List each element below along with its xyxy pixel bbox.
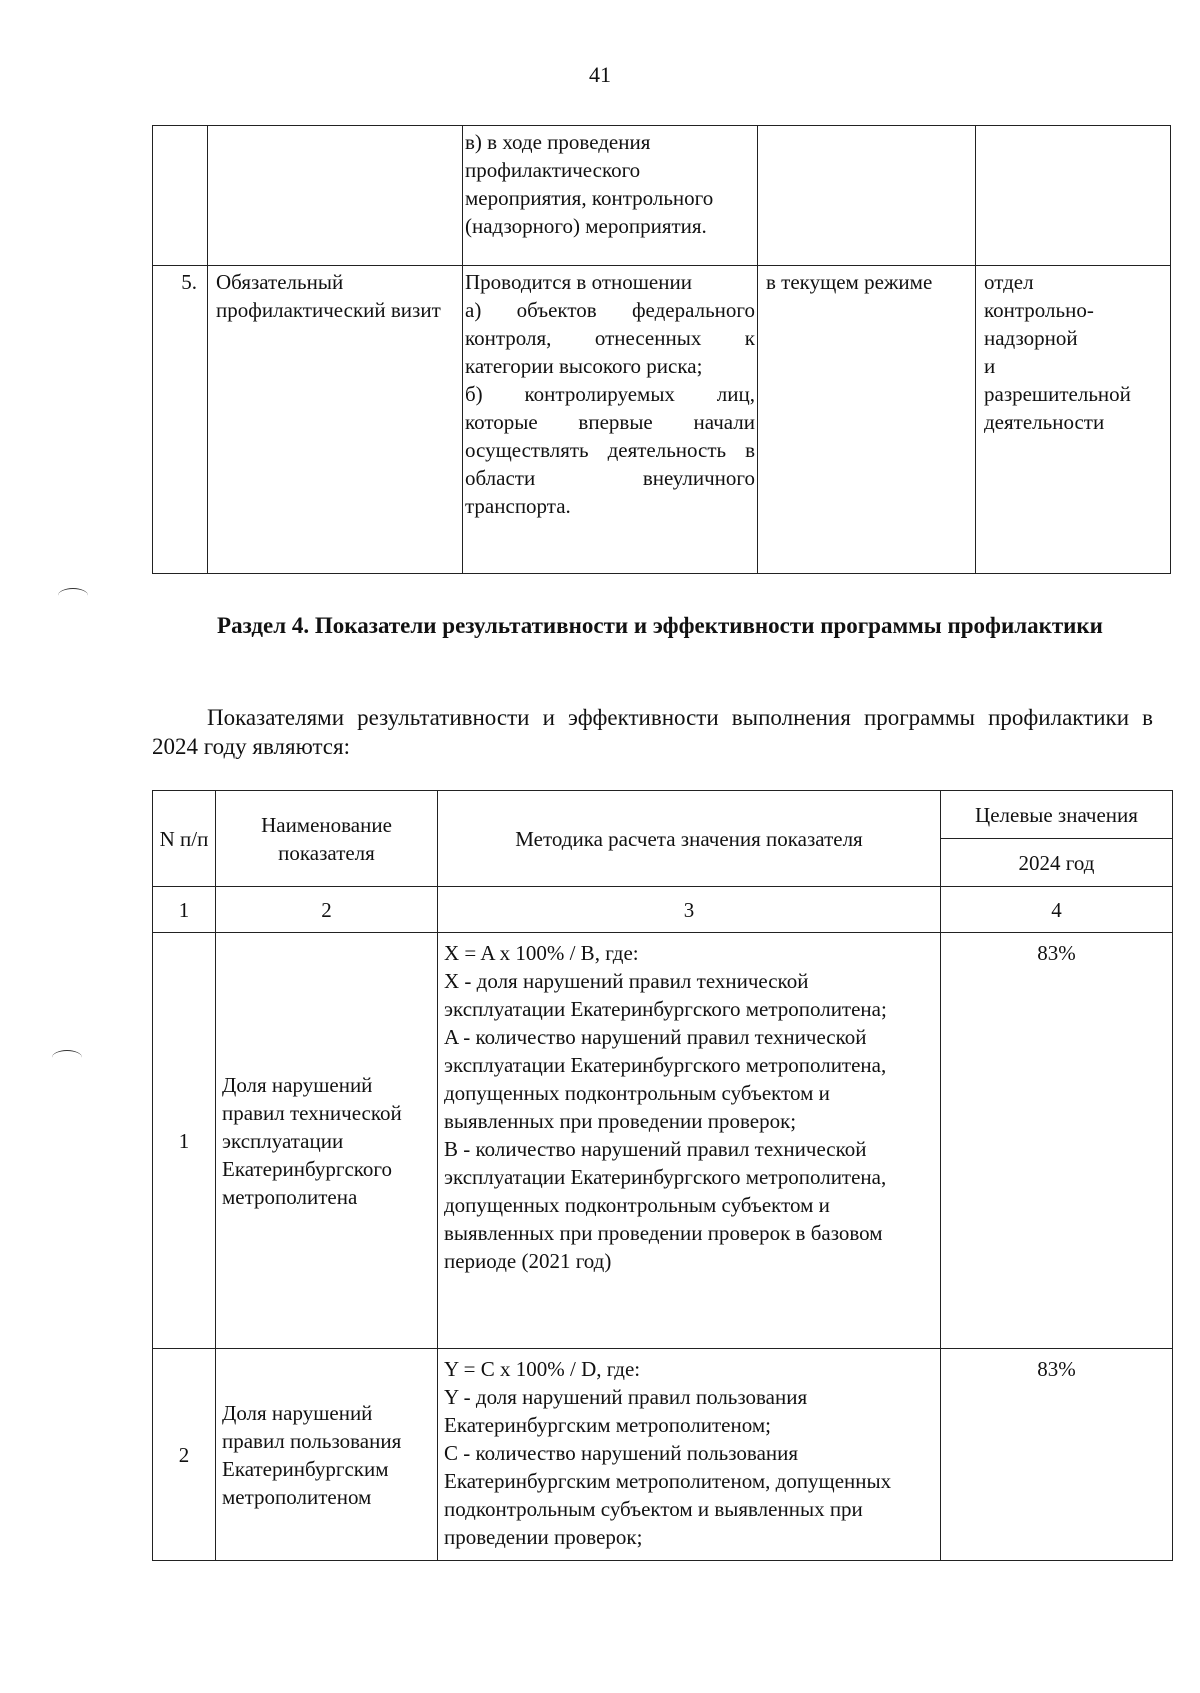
description-part: а) объектов федерального контроля, отнесенных к категории высокого риска; — [465, 298, 755, 378]
header-target: Целевые значения — [941, 791, 1173, 839]
description-line: (надзорного) мероприятия. — [465, 214, 707, 238]
table-row — [153, 266, 1171, 574]
responsible-line: отдел — [984, 270, 1034, 294]
table-row — [153, 933, 1173, 1349]
indicator-name: Доля нарушений правил пользования Екатеринбургским метрополитеном — [216, 1349, 438, 1561]
indicator-method — [438, 1349, 941, 1561]
responsible-department — [976, 266, 1171, 574]
table-cell — [758, 126, 976, 266]
activities-table-continuation — [152, 125, 1171, 574]
header-method: Методика расчета значения показателя — [438, 791, 941, 887]
responsible-line: контрольно- — [984, 298, 1094, 322]
method-line: X - доля нарушений правил технической эксплуатации Екатеринбургского метрополитена; — [444, 969, 887, 1021]
punch-hole-mark — [58, 588, 88, 603]
table-cell — [153, 126, 208, 266]
method-line: Y = C x 100% / D, где: — [444, 1357, 641, 1381]
table-row — [153, 1349, 1173, 1561]
method-line: A - количество нарушений правил технической эксплуатации Екатеринбургского метрополитена, допущенных подконтрольным субъектом и выявленных при проведении проверок; — [444, 1025, 887, 1133]
method-line: C - количество нарушений пользования Екатеринбургским метрополитеном, допущенных подконтрольным субъектом и выявленных при проведении проверок; — [444, 1441, 892, 1549]
row-number: 1 — [153, 933, 216, 1349]
column-number: 4 — [941, 887, 1173, 933]
header-year: 2024 год — [941, 839, 1173, 887]
indicators-table — [152, 790, 1173, 1561]
header-num: N п/п — [153, 791, 216, 887]
column-number: 1 — [153, 887, 216, 933]
column-number-row — [153, 887, 1173, 933]
target-value: 83% — [941, 933, 1173, 1349]
method-line: B - количество нарушений правил технической эксплуатации Екатеринбургского метрополитена, допущенных подконтрольным субъектом и выявленных при проведении проверок в базовом периоде (2021 год) — [444, 1137, 887, 1273]
responsible-line: деятельности — [984, 410, 1105, 434]
indicator-method — [438, 933, 941, 1349]
section-title: Раздел 4. Показатели результативности и эффективности программы профилактики — [217, 613, 1103, 638]
header-name: Наименование показателя — [216, 791, 438, 887]
target-value: 83% — [941, 1349, 1173, 1561]
description-line: в) в ходе проведения — [465, 130, 651, 154]
description-part: б) контролируемых лиц, которые впервые начали осуществлять деятельность в области внеуличного транспорта. — [465, 382, 755, 518]
responsible-line: надзорной — [984, 326, 1078, 350]
description-line: профилактического — [465, 158, 641, 182]
table-cell — [208, 126, 463, 266]
responsible-line: разрешительной — [984, 382, 1131, 406]
punch-hole-mark — [52, 1050, 82, 1065]
activity-description — [463, 266, 758, 574]
responsible-line: и — [984, 354, 996, 378]
activity-description — [463, 126, 758, 266]
row-number: 2 — [153, 1349, 216, 1561]
method-line: X = A x 100% / B, где: — [444, 941, 639, 965]
page-number: 41 — [589, 62, 611, 87]
row-number: 5. — [153, 266, 208, 574]
intro-paragraph: Показателями результативности и эффективности выполнения программы профилактики в 2024 году являются: — [152, 705, 1153, 759]
table-row — [153, 126, 1171, 266]
table-cell — [976, 126, 1171, 266]
description-line: мероприятия, контрольного — [465, 186, 714, 210]
method-line: Y - доля нарушений правил пользования Екатеринбургским метрополитеном; — [444, 1385, 808, 1437]
activity-timing: в текущем режиме — [758, 266, 976, 574]
column-number: 3 — [438, 887, 941, 933]
header-row — [153, 791, 1173, 839]
activity-name: Обязательный профилактический визит — [208, 266, 463, 574]
column-number: 2 — [216, 887, 438, 933]
indicator-name: Доля нарушений правил технической эксплуатации Екатеринбургского метрополитена — [216, 933, 438, 1349]
description-part: Проводится в отношении — [465, 270, 692, 294]
